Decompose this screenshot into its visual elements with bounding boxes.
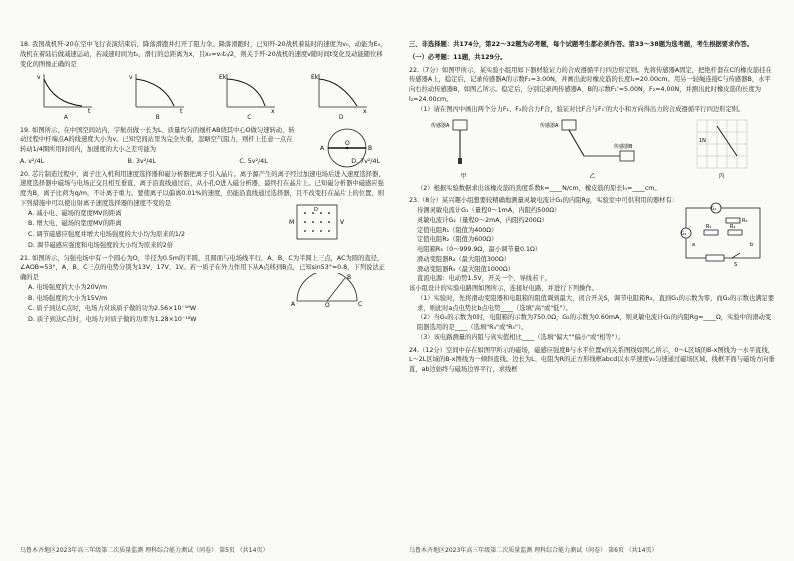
graph-d — [311, 71, 371, 122]
question-22-figures — [409, 116, 776, 181]
figure-jia-caption: 甲 — [460, 173, 467, 181]
option-c: C. 5v²/4L — [239, 157, 268, 165]
option-d: D. 质子到达C点时，电场力对质子做的功率为1.28×10⁻¹⁸W — [28, 316, 197, 324]
question-18-text: 18. 我国战机歼-20在空中飞行表演结束后，降落滑跑并打开了阻力伞。降落滑跑时，已知歼-20战机着陆时的速度为v₀，动能为E₀，战机在着陆后做减速运动，若减速时间为t₀，滑行的总距离为x，且x₀=v₀t₀/2，则关于歼-20战机的速度v随时间t变化及动能随位移变化的图像正确的是 — [20, 41, 387, 68]
graph-a-ylabel: v — [36, 74, 41, 82]
question-18 — [20, 40, 387, 123]
option-a: A. 减小电、磁场的宽度MV的距离 — [28, 209, 122, 217]
sensor-b-label: 传感器B — [613, 144, 632, 151]
resistor-r2-label: R₂ — [730, 224, 736, 231]
equipment-item: 灵敏电流计G₂（量程0～2mA，内阻约200Ω） — [417, 216, 548, 224]
node-b-label: b — [750, 242, 754, 249]
option-b: B. 3v²/4L — [127, 157, 156, 165]
question-22-text: 22.（7分）如图甲所示，某实验小组用如下器材验证力的合成遵循平行四边形定则。先将传感器A固定，把绝杆套在C的橡皮筋挂在传感器A上，稳定后，记录传感器A的示数F₁=3.00N，并画出此时橡皮筋的长度l₁=20.00cm。用另一轻绳连接C与传感器B，水平向右拉动传感器B，如图乙所示。稳定后，分别记录两传感器A、B的示数F₁'=5.00N，F₂=4.00N，并测出此时橡皮筋的长度为l₂=24.00cm。 — [409, 66, 772, 103]
figure-bing-caption: 丙 — [718, 173, 725, 181]
plate-m-label: M — [289, 218, 295, 226]
question-19-text: 19. 如图所示，在中国空间站内，宇航员做一长为L、质量均匀的细杆AB绕其中心O做匀速转动，转动过程中杆端点A的线速度大小为v。已知空间站里为完全失重，忽略空气阻力，则杆上任意一点在转动1/4圈所用时间内，加速度的大小之差可能为 — [20, 126, 295, 154]
point-c-label: C — [358, 300, 363, 307]
question-23-text: 23.（8分）某兴趣小组想要较精确地测量灵敏电流计G₁的内阻Rg，实验室中可供利用的器材有： — [409, 197, 679, 205]
sensor-a-label: 传感器A — [430, 123, 449, 130]
question-21 — [20, 254, 387, 325]
right-page — [397, 0, 794, 561]
equipment-item: 滑动变阻器R₅（最大阻值1000Ω） — [417, 265, 515, 273]
graph-c-xlabel: x — [271, 108, 275, 114]
resistor-r3-label: R₃ — [742, 218, 748, 225]
graph-d-xlabel: x — [363, 108, 367, 114]
figure-yi-caption: 乙 — [589, 173, 596, 181]
graph-b — [128, 71, 188, 122]
graph-c — [219, 71, 279, 122]
rod-center-label: O — [345, 139, 350, 147]
field-d-label: D — [314, 206, 318, 213]
rod-end-b-label: B — [368, 144, 373, 152]
left-page-footer: 乌鲁木齐地区2023年高三年级第二次质量监测 理科综合能力测试（问卷） 第5页 （共14页） — [20, 546, 269, 554]
point-a-label: A — [291, 300, 296, 307]
question-23 — [409, 196, 776, 342]
right-page-footer: 乌鲁木齐地区2023年高三年级第二次质量监测 理科综合能力测试（问卷） 第6页 （共14页） — [409, 546, 658, 554]
option-a: A. 电场强度的大小为20V/m — [28, 283, 108, 291]
equipment-item: 电阻箱R₃（0～999.9Ω，最小调节量0.1Ω） — [417, 246, 542, 254]
graph-a-xlabel: t — [87, 108, 91, 114]
switch-s-label: S — [734, 262, 738, 269]
plate-v-label: V — [340, 218, 345, 226]
option-c: C. 质子到达C点时，电场力对该质子做的功为2.56×10⁻¹⁸W — [28, 305, 197, 313]
rod-end-a-label: A — [320, 144, 325, 152]
scale-label: 1N — [698, 138, 706, 145]
question-23-part-2: （2）当G₁的示数为0时，电阻箱的示数为750.0Ω，G₂的示数为0.60mA，则灵敏电流计G₁的内阻Rg=____Ω，实验中的滑动变阻器选用的是____（选填"R₄"或"R₅"）。 — [417, 314, 772, 332]
equipment-item: 待测灵敏电流计G₁（量程0～1mA，内阻约500Ω） — [417, 207, 561, 215]
option-b: B. 增大电、磁场的宽度MV的距离 — [28, 220, 122, 228]
point-b-label: B — [347, 273, 352, 281]
graph-d-ylabel: Ek — [311, 74, 319, 82]
graph-c-ylabel: Ek — [219, 74, 227, 82]
figure-yi — [538, 116, 648, 181]
galvanometer-g2-label: G₂ — [681, 232, 687, 238]
graph-a — [36, 71, 96, 122]
graph-c-caption: C — [247, 114, 252, 122]
graph-a-caption: A — [63, 114, 68, 122]
option-a: A. v²/4L — [20, 157, 45, 165]
figure-jia — [429, 116, 499, 181]
equipment-item: 定值电阻R₁（阻值为400Ω） — [417, 226, 498, 234]
center-o-label: O — [325, 301, 330, 307]
question-23-part-1: （1）实验时，先将滑动变阻器和电阻箱的阻值调到最大，闭合开关S，调节电阻箱R₃，直到G₁的示数为零，而G₂的示数也满足要求，则此时a点电势比b点电势____（选填"高"或"低"）。 — [417, 294, 775, 312]
question-24 — [409, 346, 776, 375]
question-24-text: 24.（12分）空间中存在如图甲所示的磁场，磁感应强度B与水平位置x的关系图线如图乙所示，0～L区域的B-x图线为一水平直线，L～2L区域的B-x图线为一倾斜直线。边长为L、电阻为R的正方形线框abcd以水平速度v₀匀速通过磁场区域，线框平面与磁场方向垂直，ab边始终与磁场边界平行，求线框 — [409, 346, 775, 374]
equipment-item: 定值电阻R₂（阻值为600Ω） — [417, 236, 498, 244]
graph-b-xlabel: t — [179, 108, 182, 114]
question-23-design: 该小组设计的实验电路图如图所示，连接好电路，并进行下列操作。 — [409, 285, 598, 293]
node-a-label: a — [692, 242, 696, 249]
resistor-r1-label: R₁ — [706, 224, 712, 231]
option-b: B. 电场强度的大小为15V/m — [28, 294, 108, 302]
question-19-figure — [307, 126, 387, 170]
question-23-circuit — [666, 200, 776, 270]
question-20 — [20, 170, 387, 251]
option-d: D. 7v²/4L — [351, 157, 380, 165]
question-18-graphs — [20, 71, 387, 122]
question-22 — [409, 66, 776, 194]
question-23-part-3: （3）该电路测量的内阻与真实值相比____（选填"偏大""偏小"或"相等"）。 — [417, 333, 625, 341]
question-20-figure — [287, 203, 377, 243]
option-c: C. 调节磁感应强度并增大电场强度的大小均为原来的1/2 — [28, 231, 186, 239]
question-22-part-2: （2）根据实验数据求出该橡皮筋的劲度系数k=____N/cm，橡皮筋的原长l₀=____cm。 — [417, 184, 661, 192]
question-21-text: 21. 如图所示，匀强电场中有一个圆心为O，半径为0.5m的半圆，且圆面与电场线平行，A、B、C为半圆上三点，AC为圆的直径，∠AOB=53°，A、B、C三点的电势分别为13V、17V、1V。若一质子在外力作用下从A点移到B点，已知sin53°=0.8，下列说法正确的是 — [20, 254, 385, 282]
equipment-item: 滑动变阻器R₄（最大阻值300Ω） — [417, 255, 510, 263]
graph-b-ylabel: v — [128, 74, 133, 82]
galvanometer-g1-label: G₁ — [711, 207, 717, 213]
question-21-figure — [287, 273, 367, 307]
graph-d-caption: D — [338, 114, 344, 122]
option-d: D. 调节磁感应强度和电场强度的大小均为原来的2倍 — [28, 241, 174, 249]
required-subheading: （一）必考题：11题，共129分。 — [409, 53, 507, 61]
question-20-text: 20. 芯片制造过程中，离子注入机利用速度选择器和磁分析器把离子引入晶片。离子源产生的离子经过加速电场后进入速度选择器，速度选择器中磁场与电场正交且相互垂直，离子沿直线通过后，从小孔O进入磁分析器，最终打在晶片上。已知磁分析器中磁感应强度为B，离子比荷为q/m，不计离子重力。要使离子以偏离0.01%的速度，仍能沿直线通过选择器，且不改变打在晶片上的位置，则下列措施中可以使出射离子速度选择器的速度不变的是 — [20, 170, 385, 207]
question-19 — [20, 126, 387, 167]
graph-b-caption: B — [155, 114, 160, 122]
figure-bing — [687, 116, 757, 181]
question-22-part-1: （1）请在图丙中画出两个分力F₁、F₂的合力F合，验证对比F合与F₁'的大小和方向得出力的合成遵循平行四边形定则。 — [417, 105, 745, 113]
equipment-item: 直流电源：电动势1.5V，开关一个，导线若干。 — [417, 275, 551, 283]
sensor-a-label: 传感器A — [539, 123, 558, 130]
section-3-heading: 三、非选择题：共174分，第22～32题为必考题，每个试题考生都必须作答。第33～38题为选考题，考生根据要求作答。 — [409, 41, 754, 48]
